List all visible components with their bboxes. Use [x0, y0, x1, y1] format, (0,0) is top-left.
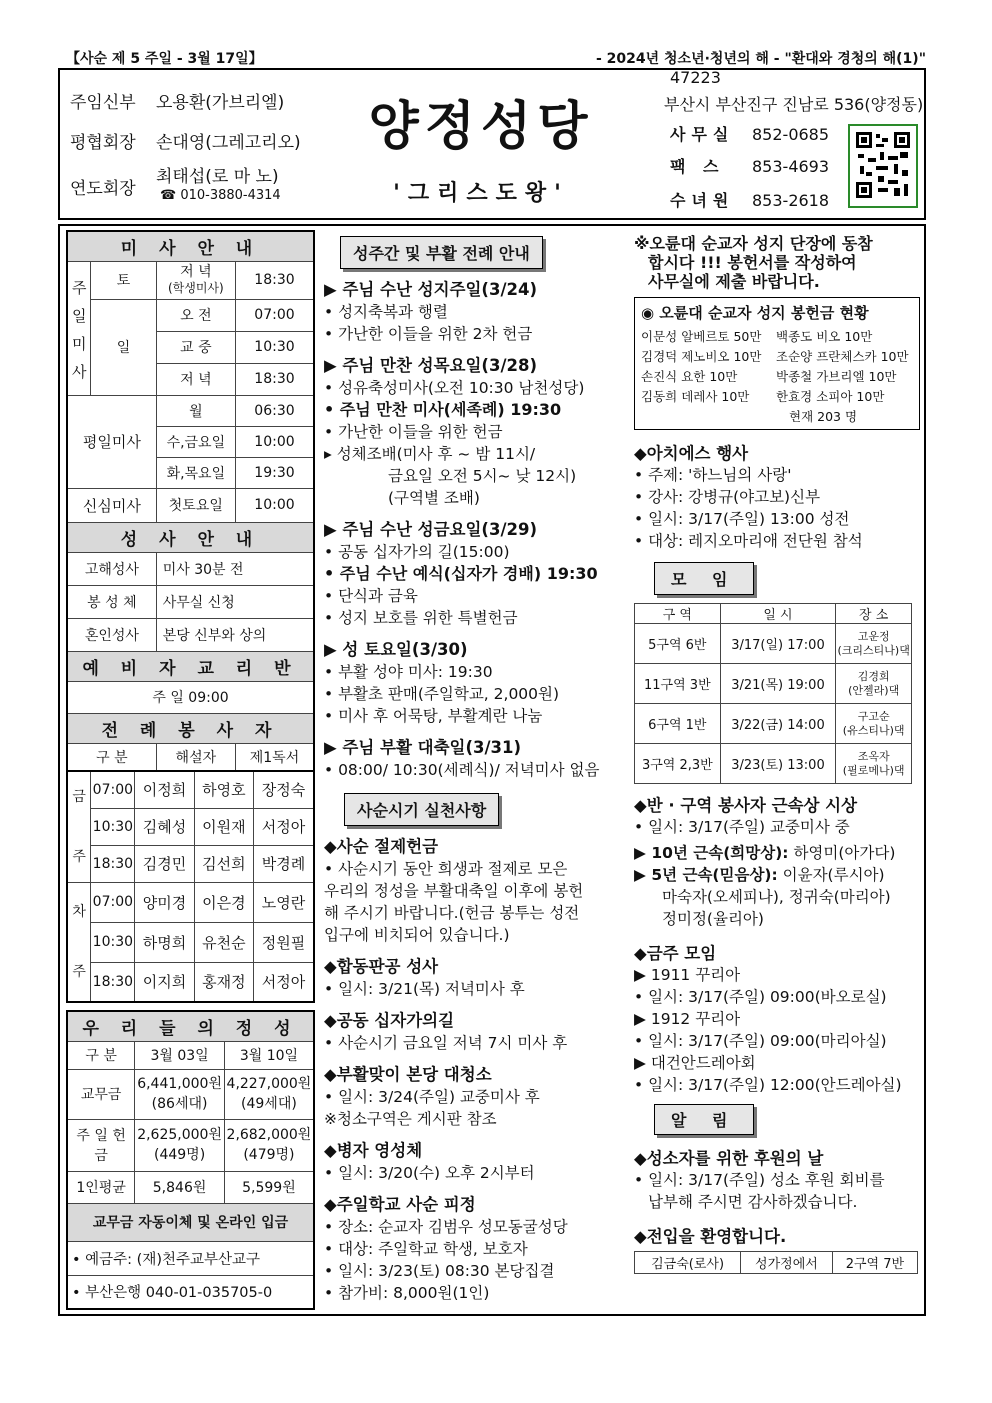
lent-line-7: ◆공동 십자가의길 — [324, 1011, 455, 1030]
text-cell: 이원재 — [194, 808, 253, 845]
text-cell: 구 분 — [67, 743, 156, 771]
text-cell: 교 중 — [156, 331, 235, 363]
prayer-name: 최태섭(로 마 노) — [156, 167, 279, 187]
text-cell: 3/22(금) 14:00 — [720, 704, 836, 744]
text-cell: (479명) — [243, 1147, 295, 1163]
donor-cell: 백종도 비오 10만 — [776, 329, 873, 344]
donor-cell: 한효경 소피아 10만 — [776, 389, 885, 404]
text-cell: 10:00 — [235, 488, 314, 522]
text-cell: 화,목요일 — [156, 457, 235, 488]
text-cell: ◉ 오륜대 순교자 성지 봉헌금 현황 — [641, 304, 869, 322]
text-cell: 주임신부 — [70, 93, 136, 113]
lent-title: 사순시기 실천사항 — [344, 793, 499, 826]
date-line: 【사순 제 5 주일 - 3월 17일】 — [66, 51, 263, 67]
year-theme: - 2024년 청소년·청년의 해 - "환대와 경청의 해(1)" — [595, 51, 926, 67]
text-cell: 오용환(가브리엘) — [156, 93, 285, 113]
text-cell: 제1독서 — [235, 743, 314, 771]
text-cell: 18:30 — [235, 261, 314, 299]
text-cell: 고해성사 — [67, 552, 156, 585]
text-cell: 이지희 — [135, 962, 194, 1002]
parish-title: 양정성당 — [368, 96, 594, 157]
holyweek-line-15: ▶ 성 토요일(3/30) — [324, 640, 468, 659]
text-cell: 월 — [156, 395, 235, 426]
text-cell: 07:00 — [91, 882, 135, 922]
text-cell: (449명) — [153, 1147, 206, 1163]
middle-column — [324, 236, 614, 1304]
text-cell: (학생미사) — [167, 281, 224, 295]
text-cell: (유스티나)댁 — [842, 723, 905, 737]
donor-row — [641, 367, 913, 387]
text-cell: 10:30 — [91, 922, 135, 962]
text-cell: 수,금요일 — [156, 426, 235, 457]
text-cell: (86세대) — [151, 1096, 208, 1112]
donor-row — [641, 387, 913, 407]
text-cell: 6,441,000원 — [137, 1076, 222, 1092]
text-cell: ※오륜대 순교자 성지 단장에 동참 — [634, 234, 873, 253]
lent-line-4: 입구에 비치되어 있습니다.) — [324, 926, 510, 944]
holyweek-line-19: ▶ 주님 부활 대축일(3/31) — [324, 738, 522, 757]
holyweek-line-20: • 08:00/ 10:30(세례식)/ 저녁미사 없음 — [324, 761, 600, 779]
weekmeet-line-5: • 일시: 3/17(주일) 12:00(안드레아실) — [634, 1076, 902, 1094]
text-cell: 18:30 — [91, 845, 135, 882]
holyweek-line-0: ▶ 주님 수난 성지주일(3/24) — [324, 280, 537, 299]
servers-table — [66, 770, 315, 1003]
text-cell: 6구역 1반 — [635, 704, 721, 744]
mass-heading: 미 사 안 내 — [67, 231, 314, 261]
text-cell: 10:00 — [235, 426, 314, 457]
holyweek-line-10: ▶ 주님 수난 성금요일(3/29) — [324, 520, 537, 539]
text-cell: 2,625,000원 — [137, 1127, 222, 1143]
text-cell: 양미경 — [135, 882, 194, 922]
text-cell: 일 시 — [720, 604, 836, 624]
text-cell: (49세대) — [241, 1096, 297, 1112]
text-cell: 853-2618 — [752, 191, 830, 210]
text-cell: 평협회장 — [70, 133, 136, 153]
holyweek-line-8: 금요일 오전 5시~ 낮 12시) — [388, 467, 577, 485]
donor-cell: 박종철 가브리엘 10만 — [776, 369, 897, 384]
text-cell: 5,599원 — [224, 1171, 314, 1203]
text-cell: ◆반 · 구역 봉사자 근속상 시상 — [634, 796, 858, 815]
text-cell: 하영호 — [194, 771, 253, 808]
catechumen-heading: 예 비 자 교 리 반 — [67, 651, 314, 681]
lent-line-11: ※청소구역은 게시판 참조 — [324, 1110, 497, 1128]
lent-line-10: • 일시: 3/24(주일) 교중미사 후 — [324, 1088, 540, 1106]
weekmeet-line-1: • 일시: 3/17(주일) 09:00(바오로실) — [634, 988, 887, 1006]
text-cell: 하영미(아가다) — [793, 844, 896, 862]
holyweek-line-18: • 미사 후 어묵탕, 부활계란 나눔 — [324, 707, 543, 725]
text-cell: 김경희 — [857, 669, 890, 683]
text-cell: 3/17(일) 17:00 — [720, 624, 836, 664]
text-cell: 11구역 3반 — [635, 664, 721, 704]
donor-cell: 김동희 데레사 10만 — [641, 389, 750, 404]
lent-line-18: • 참가비: 8,000원(1인) — [324, 1284, 490, 1302]
text-cell: • 일시: 3/17(주일) 교중미사 중 — [634, 818, 850, 836]
text-cell: 4,227,000원 — [226, 1076, 312, 1092]
masthead — [58, 68, 926, 220]
text-cell: 이윤자(루시아) — [782, 866, 885, 884]
holyweek-line-4: • 성유축성미사(오전 10:30 남천성당) — [324, 379, 585, 397]
holyweek-line-1: • 성지축복과 행렬 — [324, 303, 448, 321]
lent-line-6: • 일시: 3/21(목) 저녁미사 후 — [324, 980, 525, 998]
council-row — [70, 128, 301, 153]
holyweek-line-16: • 부활 성야 미사: 19:30 — [324, 663, 493, 681]
text-cell: 김혜성 — [135, 808, 194, 845]
lent-line-8: • 사순시기 금요일 저녁 7시 미사 후 — [324, 1034, 568, 1052]
next-week-label: 차 주 — [67, 882, 91, 1002]
holyweek-line-11: • 공동 십자가의 길(15:00) — [324, 543, 510, 561]
text-cell: 2구역 7반 — [832, 1252, 917, 1274]
postcode: 47223 — [670, 68, 721, 87]
lent-line-9: ◆부활맞이 본당 대청소 — [324, 1065, 492, 1084]
main-frame — [58, 224, 926, 1316]
text-cell: 정미정(율리아) — [662, 910, 764, 928]
text-cell: 사무실에 제출 바랍니다. — [648, 272, 820, 291]
text-cell: 3구역 2,3반 — [635, 744, 721, 784]
text-cell: ◆성소자를 위한 후원의 날 — [634, 1149, 824, 1168]
offering-table — [66, 1010, 315, 1310]
meeting-table — [634, 603, 912, 784]
oryundae-box — [634, 297, 920, 430]
text-cell: 성가정에서 — [741, 1252, 833, 1274]
achiez-line-3: • 대상: 레지오마리애 전단원 참석 — [634, 532, 863, 550]
text-cell: 구고순 — [857, 709, 890, 723]
donor-cell: 조순양 프란체스카 10만 — [776, 349, 909, 364]
holyweek-line-3: ▶ 주님 만찬 성목요일(3/28) — [324, 356, 537, 375]
text-cell: 사무실 — [670, 125, 735, 144]
lent-line-3: 해 주시기 바랍니다.(헌금 봉투는 성전 — [324, 904, 580, 922]
holyweek-line-14: • 성지 보호를 위한 특별헌금 — [324, 609, 518, 627]
lent-line-17: • 일시: 3/23(토) 08:30 본당집결 — [324, 1262, 555, 1280]
sunday-mass-label: 주 일 미 사 — [67, 261, 91, 395]
text-cell: 이은경 — [194, 882, 253, 922]
text-cell: 07:00 — [91, 771, 135, 808]
text-cell: 장정숙 — [254, 771, 314, 808]
text-cell: 홍재정 — [194, 962, 253, 1002]
text-cell: 18:30 — [235, 363, 314, 395]
pastor-row — [70, 88, 284, 113]
text-cell: 정원필 — [254, 922, 314, 962]
weekday-mass-label: 평일미사 — [67, 395, 156, 488]
sacrament-heading: 성 사 안 내 — [67, 522, 314, 552]
holyweek-line-12: • 주님 수난 예식(십자가 경배) 19:30 — [324, 564, 598, 583]
text-cell: 10:30 — [235, 331, 314, 363]
text-cell: ◆전입을 환영합니다. — [634, 1227, 787, 1246]
holyweek-list — [324, 279, 614, 781]
prayer-row — [70, 174, 156, 199]
text-cell: 3월 10일 — [224, 1041, 314, 1069]
donor-row — [641, 347, 913, 367]
text-cell: ▶ 5년 근속(믿음상): — [634, 866, 778, 884]
donor-row — [641, 327, 913, 347]
lent-list — [324, 836, 614, 1304]
text-cell: 연도회장 — [70, 179, 136, 199]
text-cell: 손대영(그레고리오) — [156, 133, 301, 153]
meeting-title: 모 임 — [654, 562, 754, 595]
holyweek-line-6: • 가난한 이들을 위한 헌금 — [324, 423, 503, 441]
text-cell: 저 녁 — [156, 363, 235, 395]
text-cell: 저 녁 — [180, 264, 212, 280]
parish-subtitle: '그리스도왕' — [393, 180, 569, 206]
text-cell: 주 일 헌 금 — [67, 1119, 135, 1171]
weekmeet-line-4: ▶ 대건안드레아회 — [634, 1054, 756, 1072]
holyweek-line-13: • 단식과 금육 — [324, 587, 418, 605]
text-cell: (안젤라)댁 — [848, 683, 900, 697]
text-cell: 마숙자(오세피나), 정귀숙(마리아) — [662, 888, 891, 906]
welcome-table — [634, 1251, 918, 1274]
lent-line-15: • 장소: 순교자 김범우 성모동굴성당 — [324, 1218, 568, 1236]
text-cell: 유천순 — [194, 922, 253, 962]
holyweek-title: 성주간 및 부활 전례 안내 — [340, 236, 543, 269]
holyweek-line-7: ▸ 성체조배(미사 후 ~ 밤 11시/ — [324, 445, 536, 463]
text-cell: ◆금주 모임 — [634, 944, 717, 963]
prayer-phone: ☎ 010-3880-4314 — [160, 188, 281, 203]
text-cell: 김금숙(로사) — [635, 1252, 741, 1274]
text-cell: 박경례 — [254, 845, 314, 882]
weekmeet-line-2: ▶ 1912 꾸리아 — [634, 1010, 741, 1028]
bank-account: • 부산은행 040-01-035705-0 — [67, 1275, 314, 1309]
lent-line-14: ◆주일학교 사순 피정 — [324, 1195, 476, 1214]
text-cell: 팩 스 — [670, 157, 725, 176]
text-cell: • 일시: 3/17(주일) 성소 후원 회비를 — [634, 1171, 885, 1189]
text-cell: 김경민 — [135, 845, 194, 882]
achiez-list — [634, 464, 924, 552]
left-info-table — [66, 230, 315, 772]
donor-cell: 손진식 요한 10만 — [641, 369, 738, 384]
text-cell: 852-0685 — [752, 125, 830, 144]
text-cell: 합시다 !!! 봉헌서를 작성하여 — [648, 253, 857, 272]
text-cell: 납부해 주시면 감사하겠습니다. — [648, 1193, 858, 1211]
text-cell: 3/21(목) 19:00 — [720, 664, 836, 704]
saturday-label: 토 — [91, 261, 156, 299]
offering-heading: 우 리 들 의 정 성 — [67, 1011, 314, 1041]
lent-line-16: • 대상: 주일학교 학생, 보호자 — [324, 1240, 528, 1258]
donor-cell: 이문성 알베르토 50만 — [641, 329, 762, 344]
donor-cell: 김경덕 제노비오 10만 — [641, 349, 762, 364]
text-cell: 수녀원 — [670, 191, 735, 210]
text-cell: 2,682,000원 — [226, 1127, 312, 1143]
text-cell: 구 역 — [635, 604, 721, 624]
servers-heading: 전 례 봉 사 자 — [67, 713, 314, 743]
text-cell: 미사 30분 전 — [156, 552, 314, 585]
bank-heading: 교무금 자동이체 및 온라인 입금 — [67, 1203, 314, 1241]
text-cell: 봉 성 체 — [67, 585, 156, 618]
address: 부산시 부산진구 진남로 536(양정동) — [664, 95, 924, 114]
lent-line-13: • 일시: 3/20(수) 오후 2시부터 — [324, 1164, 535, 1182]
catechumen-time: 주 일 09:00 — [67, 681, 314, 713]
text-cell: ▶ 10년 근속(희망상): — [634, 844, 789, 862]
text-cell: 고운정 — [857, 629, 890, 643]
text-cell: 853-4693 — [752, 157, 830, 176]
achiez-line-1: • 강사: 강병규(야고보)신부 — [634, 488, 821, 506]
text-cell: 해설자 — [156, 743, 235, 771]
lent-line-1: • 사순시기 동안 희생과 절제로 모은 — [324, 860, 568, 878]
lent-line-0: ◆사순 절제헌금 — [324, 837, 439, 856]
donor-list — [641, 327, 913, 407]
text-cell: 18:30 — [91, 962, 135, 1002]
text-cell: 서정아 — [254, 962, 314, 1002]
text-cell: 오 전 — [156, 299, 235, 331]
weekmeet-list — [634, 964, 924, 1096]
text-cell: 07:00 — [235, 299, 314, 331]
weekmeet-line-3: • 일시: 3/17(주일) 09:00(마리아실) — [634, 1032, 887, 1050]
text-cell: 사무실 신청 — [156, 585, 314, 618]
weekmeet-line-0: ▶ 1911 꾸리아 — [634, 966, 741, 984]
text-cell: (크리스티나)댁 — [837, 643, 910, 657]
text-cell: 본당 신부와 상의 — [156, 618, 314, 651]
qr-code-icon[interactable] — [848, 124, 918, 208]
text-cell: 교무금 — [67, 1069, 135, 1119]
lent-line-12: ◆병자 영성체 — [324, 1141, 423, 1160]
this-week-label: 금 주 — [67, 771, 91, 882]
text-cell: 5구역 6반 — [635, 624, 721, 664]
text-cell: 19:30 — [235, 457, 314, 488]
text-cell: 3/23(토) 13:00 — [720, 744, 836, 784]
holyweek-line-17: • 부활초 판매(주일학교, 2,000원) — [324, 685, 560, 703]
achiez-line-0: • 주제: '하느님의 사랑' — [634, 466, 792, 484]
holyweek-line-2: • 가난한 이들을 위한 2차 헌금 — [324, 325, 533, 343]
text-cell: 1인평균 — [67, 1171, 135, 1203]
achiez-line-2: • 일시: 3/17(주일) 13:00 성전 — [634, 510, 850, 528]
top-line — [66, 48, 926, 68]
text-cell: 노영란 — [254, 882, 314, 922]
notice-title: 알 림 — [654, 1104, 754, 1135]
right-column — [634, 234, 924, 1274]
text-cell: (필로메나)댁 — [842, 763, 905, 777]
text-cell: 3월 03일 — [135, 1041, 225, 1069]
holyweek-line-9: (구역별 조배) — [388, 489, 480, 507]
lent-line-5: ◆합동판공 성사 — [324, 957, 439, 976]
lent-line-2: 우리의 정성을 부활대축일 이후에 봉헌 — [324, 882, 584, 900]
sunday-label: 일 — [91, 299, 156, 395]
text-cell: 김선희 — [194, 845, 253, 882]
text-cell: 이정희 — [135, 771, 194, 808]
text-cell: 혼인성사 — [67, 618, 156, 651]
text-cell: 신심미사 — [67, 488, 156, 522]
text-cell: ◆아치에스 행사 — [634, 444, 749, 463]
holyweek-line-5: • 주님 만찬 미사(세족례) 19:30 — [324, 400, 562, 419]
text-cell: 06:30 — [235, 395, 314, 426]
text-cell: 현재 203 명 — [789, 409, 858, 424]
text-cell: 10:30 — [91, 808, 135, 845]
text-cell: 구 분 — [67, 1041, 135, 1069]
text-cell: 5,846원 — [135, 1171, 225, 1203]
text-cell: 서정아 — [254, 808, 314, 845]
text-cell: 하명희 — [135, 922, 194, 962]
text-cell: 첫토요일 — [156, 488, 235, 522]
text-cell: 장 소 — [836, 604, 912, 624]
bank-holder: • 예금주: (재)천주교부산교구 — [67, 1241, 314, 1275]
text-cell: 조옥자 — [857, 749, 890, 763]
